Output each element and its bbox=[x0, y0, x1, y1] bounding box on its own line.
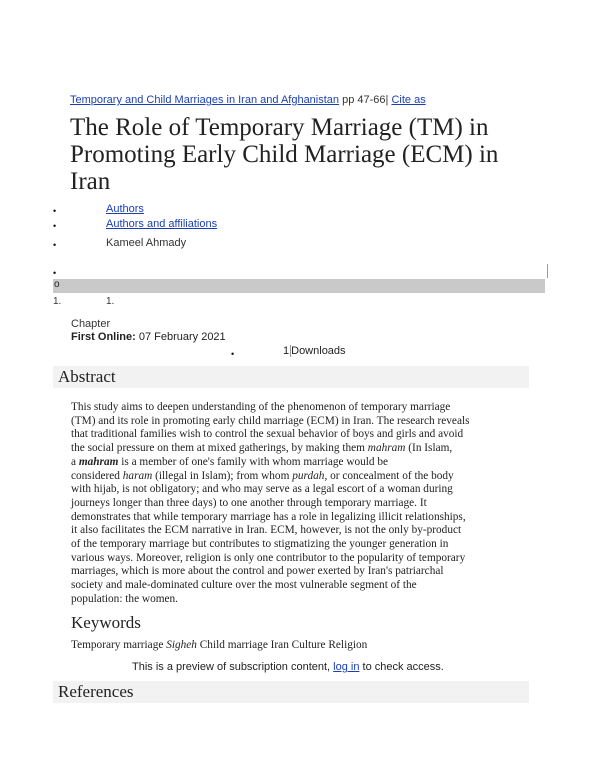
text-segment: a bbox=[71, 455, 79, 468]
text-segment: of the temporary marriage but contributes to stigmatizing the younger generation in bbox=[71, 538, 449, 551]
abstract-line bbox=[71, 470, 541, 484]
text-segment: various ways. Moreover, religion is only one contributor to the popularity of temporary bbox=[71, 551, 466, 564]
abstract-heading-band bbox=[53, 366, 529, 388]
text-segment: it also facilitates the ECM narrative in Iran. ECM, however, is not the only by-product bbox=[71, 524, 462, 537]
text-segment: the social pressure on them at mixed gatherings, by making them bbox=[71, 442, 368, 455]
text-segment: society and male-dominated culture over the most vulnerable segment of the bbox=[71, 579, 417, 592]
author-name: Kameel Ahmady bbox=[106, 237, 187, 249]
text-segment: demonstrates that while temporary marriage has a role in legalizing illicit relationships, bbox=[71, 510, 466, 523]
first-online bbox=[71, 331, 226, 343]
book-link[interactable]: Temporary and Child Marriages in Iran and Afghanistan bbox=[70, 94, 340, 106]
first-online-date: 07 February 2021 bbox=[135, 331, 226, 343]
downloads-count: 1 bbox=[283, 345, 290, 357]
ordered-value: 1. bbox=[106, 296, 115, 307]
ordered-marker: 1. bbox=[53, 296, 62, 307]
abstract-body bbox=[71, 401, 541, 607]
chapter-type: Chapter bbox=[71, 318, 111, 330]
authors-affiliations-link[interactable]: Authors and affiliations bbox=[106, 218, 218, 230]
cite-as-link[interactable]: Cite as bbox=[391, 94, 426, 106]
text-segment: , or concealment of the body bbox=[324, 469, 454, 482]
text-segment: (illegal in Islam); from whom bbox=[152, 469, 293, 482]
emphasis-text: haram bbox=[122, 469, 153, 482]
text-segment: considered bbox=[71, 469, 123, 482]
page-range: pp 47-66| bbox=[339, 94, 389, 106]
abstract-line bbox=[71, 538, 541, 552]
preview-notice bbox=[132, 661, 444, 673]
abstract-line bbox=[71, 428, 541, 442]
preview-text-end: to check access. bbox=[359, 661, 444, 673]
emphasis-text: purdah bbox=[292, 469, 325, 482]
bullet-icon bbox=[53, 240, 56, 250]
text-segment: (TM) and its role in promoting early child marriage (ECM) in Iran. The research reveals bbox=[71, 414, 470, 427]
first-online-label: First Online: bbox=[71, 331, 136, 343]
abstract-line bbox=[71, 442, 541, 456]
text-segment: population: the women. bbox=[71, 592, 178, 605]
abstract-line bbox=[71, 415, 541, 429]
circle-marker: o bbox=[54, 279, 60, 290]
abstract-line bbox=[71, 524, 541, 538]
abstract-line bbox=[71, 401, 541, 415]
abstract-line bbox=[71, 565, 541, 579]
text-segment: This study aims to deepen understanding of the phenomenon of temporary marriage bbox=[71, 401, 451, 413]
bullet-icon bbox=[53, 268, 56, 278]
text-segment: is a member of one's family with whom marriage would be bbox=[118, 455, 389, 468]
references-heading: References bbox=[58, 682, 134, 701]
breadcrumb bbox=[70, 94, 426, 106]
abstract-line bbox=[71, 593, 541, 607]
emphasis-text: Sigheh bbox=[166, 639, 197, 651]
emphasis-text: mahram bbox=[78, 455, 119, 468]
downloads bbox=[283, 345, 346, 357]
abstract-line bbox=[71, 483, 541, 497]
text-segment: Child marriage Iran Culture Religion bbox=[196, 639, 368, 651]
abstract-line bbox=[71, 579, 541, 593]
page-title: The Role of Temporary Marriage (TM) in Promoting Early Child Marriage (ECM) in Iran bbox=[70, 114, 499, 195]
authors-link[interactable]: Authors bbox=[106, 203, 144, 215]
downloads-label: Downloads bbox=[291, 345, 346, 357]
abstract-line bbox=[71, 497, 541, 511]
keywords-heading: Keywords bbox=[71, 613, 141, 632]
bullet-icon bbox=[53, 206, 56, 216]
abstract-line bbox=[71, 511, 541, 525]
text-segment: that traditional families wish to control the sexual behavior of boys and girls and avoid bbox=[71, 428, 464, 441]
text-segment: with hijab, is not obligatory; and who may serve as a legal escort of a woman during bbox=[71, 483, 453, 496]
text-segment: journeys longer than three days) to one another through temporary marriage. It bbox=[71, 496, 427, 509]
text-segment: (In Islam, bbox=[405, 442, 453, 455]
abstract-line bbox=[71, 456, 541, 470]
text-segment: marriages, which is more about the control and power exerted by Iran's patriarchal bbox=[71, 565, 444, 578]
bullet-icon bbox=[231, 349, 234, 359]
abstract-heading: Abstract bbox=[58, 367, 116, 386]
abstract-line bbox=[71, 552, 541, 566]
bullet-icon bbox=[53, 221, 56, 231]
keywords-list bbox=[71, 639, 367, 651]
login-link[interactable]: log in bbox=[333, 661, 360, 673]
emphasis-text: mahram bbox=[367, 442, 406, 455]
divider bbox=[547, 264, 548, 278]
preview-text: This is a preview of subscription content, bbox=[132, 661, 334, 673]
gray-bar bbox=[53, 279, 545, 293]
text-segment: Temporary marriage bbox=[71, 639, 167, 651]
